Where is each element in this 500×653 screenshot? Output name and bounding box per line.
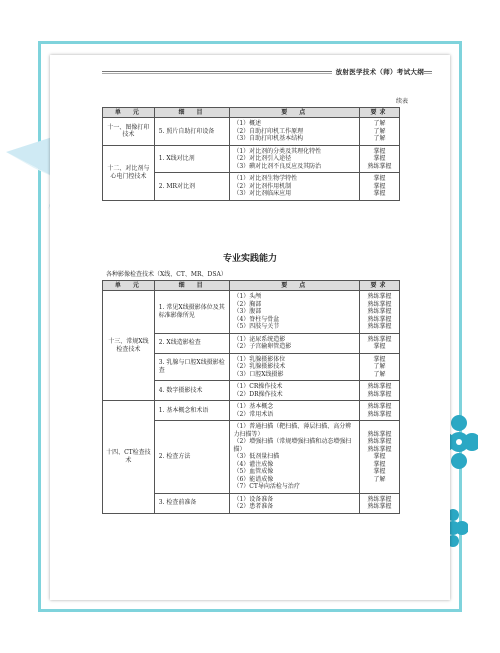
points-cell — [230, 493, 360, 513]
requirement-level: 熟练掌握 — [367, 308, 392, 315]
continued-label: 续表 — [395, 98, 408, 105]
requirement-level: 熟练掌握 — [367, 335, 392, 343]
points-cell — [230, 118, 360, 146]
point-line: （3）自助打印机基本结构 — [233, 135, 304, 142]
point-line: （5）血管成像 — [233, 468, 274, 475]
table-row — [103, 291, 400, 334]
points-cell — [230, 401, 360, 421]
requirement-level: 了解 — [373, 120, 386, 127]
col-header-item: 细 目 — [154, 108, 230, 118]
points-cell — [230, 291, 360, 334]
col-header-req: 要求 — [360, 281, 400, 291]
item-cell: 4. 数字摄影技术 — [154, 381, 230, 401]
requirement-level: 熟练掌握 — [367, 293, 392, 300]
points-cell — [230, 421, 360, 494]
points-cell — [230, 173, 360, 201]
requirement-level: 掌握 — [373, 175, 386, 182]
col-header-item: 细 目 — [154, 281, 230, 291]
document-page — [50, 55, 450, 600]
point-line: （3）腹部 — [233, 308, 262, 315]
requirement-level: 掌握 — [373, 453, 386, 460]
requirement-level: 熟练掌握 — [367, 438, 392, 445]
requirement-level: 了解 — [373, 370, 386, 378]
item-cell: 1. 基本概念和术语 — [154, 401, 230, 421]
point-line: （1）对比剂生物学特性 — [233, 175, 298, 182]
requirement-level: 熟练掌握 — [367, 495, 392, 503]
requirement-level: 熟练掌握 — [367, 503, 392, 510]
unit-cell: 十三、常规X线检查技术 — [103, 291, 155, 401]
point-line: （2）患者准备 — [233, 503, 274, 510]
point-line: （3）对比剂临床应用 — [233, 190, 292, 197]
table-row — [103, 401, 400, 421]
points-cell — [230, 145, 360, 173]
syllabus-table-practice — [102, 280, 400, 514]
point-line: （6）能谱成像 — [233, 475, 274, 483]
item-cell: 5. 照片自助打印设备 — [154, 118, 230, 146]
point-line: （5）四肢与关节 — [233, 323, 280, 330]
point-line: （3）碘对比剂不良反应及其防治 — [233, 162, 322, 170]
point-line: （2）DR操作技术 — [233, 390, 283, 398]
requirement-level: 熟练掌握 — [367, 445, 392, 453]
item-cell: 2. MR对比剂 — [154, 173, 230, 201]
requirement-level: 掌握 — [373, 468, 386, 475]
point-line: （1）概述 — [233, 120, 262, 127]
requirement-cell — [360, 421, 400, 494]
requirement-level: 了解 — [373, 135, 386, 142]
requirement-cell — [360, 401, 400, 421]
requirement-level: 掌握 — [373, 460, 386, 468]
requirement-cell — [360, 118, 400, 146]
requirement-level: 掌握 — [373, 147, 386, 155]
point-line: （3）口腔X线摄影 — [233, 370, 284, 378]
table-row — [103, 145, 400, 173]
item-cell: 2. 检查方法 — [154, 421, 230, 494]
point-line: （7）CT导向活检与治疗 — [233, 483, 300, 490]
table-body — [103, 118, 400, 201]
point-line: （2）增强扫描（常规增强扫描和动态增强扫描） — [233, 438, 352, 453]
points-cell — [230, 353, 360, 381]
col-header-req: 要求 — [360, 108, 400, 118]
point-line: （2）对比剂引入途径 — [233, 155, 292, 162]
point-line: （2）乳腺摄影技术 — [233, 363, 286, 370]
point-line: （1）设备准备 — [233, 495, 274, 503]
requirement-level: 熟练掌握 — [367, 430, 392, 438]
point-line: （2）自助打印机工作原理 — [233, 127, 304, 135]
requirement-cell — [360, 173, 400, 201]
requirement-level: 了解 — [373, 363, 386, 370]
table-body — [103, 291, 400, 514]
point-line: （4）灌注成像 — [233, 460, 274, 468]
requirement-level: 熟练掌握 — [367, 300, 392, 308]
col-header-unit: 单 元 — [103, 108, 155, 118]
item-cell: 3. 检查前准备 — [154, 493, 230, 513]
item-cell: 1. X线对比剂 — [154, 145, 230, 173]
requirement-level: 熟练掌握 — [367, 403, 392, 410]
point-line: （2）对比剂作用机制 — [233, 182, 292, 190]
requirement-level: 熟练掌握 — [367, 323, 392, 330]
table-header-row — [103, 281, 400, 291]
running-header: 放射医学技术（师）考试大纲 — [332, 67, 424, 76]
col-header-point: 要 点 — [230, 281, 360, 291]
syllabus-table-continued — [102, 107, 400, 201]
requirement-level: 掌握 — [373, 343, 386, 350]
point-line: （1）普通扫描（靶扫描、薄层扫描、高分辨力扫描等） — [233, 423, 352, 438]
item-cell: 1. 常见X线摄影体位及其标准影像所见 — [154, 291, 230, 334]
point-line: （1）对比剂的分类及其理化特性 — [233, 147, 322, 155]
point-line: （4）脊柱与骨盆 — [233, 315, 280, 323]
requirement-cell — [360, 353, 400, 381]
points-cell — [230, 381, 360, 401]
point-line: （1）基本概念 — [233, 403, 274, 410]
requirement-cell — [360, 291, 400, 334]
requirement-level: 熟练掌握 — [367, 410, 392, 418]
point-line: （1）乳腺摄影体位 — [233, 355, 286, 363]
requirement-level: 掌握 — [373, 190, 386, 197]
requirement-level: 熟练掌握 — [367, 390, 392, 398]
requirement-cell — [360, 333, 400, 353]
requirement-level: 掌握 — [373, 155, 386, 162]
col-header-point: 要 点 — [230, 108, 360, 118]
point-line: （1）CR操作技术 — [233, 383, 283, 390]
point-line: （1）头颅 — [233, 293, 262, 300]
section-subtitle: 各种影像检查技术（X线、CT、MR、DSA） — [106, 271, 227, 278]
unit-cell: 十一、图像打印技术 — [103, 118, 155, 146]
requirement-level: 了解 — [373, 475, 386, 483]
point-line: （2）子宫输卵管造影 — [233, 343, 292, 350]
requirement-level: 了解 — [373, 127, 386, 135]
requirement-cell — [360, 493, 400, 513]
requirement-level: 熟练掌握 — [367, 383, 392, 390]
points-cell — [230, 333, 360, 353]
requirement-level: 掌握 — [373, 355, 386, 363]
col-header-unit: 单 元 — [103, 281, 155, 291]
item-cell: 3. 乳腺与口腔X线摄影检查 — [154, 353, 230, 381]
unit-cell: 十四、CT检查技术 — [103, 401, 155, 514]
unit-cell: 十二、对比剂与心电门控技术 — [103, 145, 155, 200]
requirement-cell — [360, 381, 400, 401]
requirement-level: 熟练掌握 — [367, 162, 392, 170]
table-row — [103, 118, 400, 146]
requirement-level: 熟练掌握 — [367, 315, 392, 323]
requirement-level: 掌握 — [373, 182, 386, 190]
point-line: （2）胸部 — [233, 300, 262, 308]
requirement-cell — [360, 145, 400, 173]
table-header-row — [103, 108, 400, 118]
point-line: （3）低剂量扫描 — [233, 453, 280, 460]
point-line: （1）泌尿系统造影 — [233, 335, 286, 343]
item-cell: 2. X线造影检查 — [154, 333, 230, 353]
point-line: （2）常用术语 — [233, 410, 274, 418]
section-title: 专业实践能力 — [222, 254, 277, 264]
